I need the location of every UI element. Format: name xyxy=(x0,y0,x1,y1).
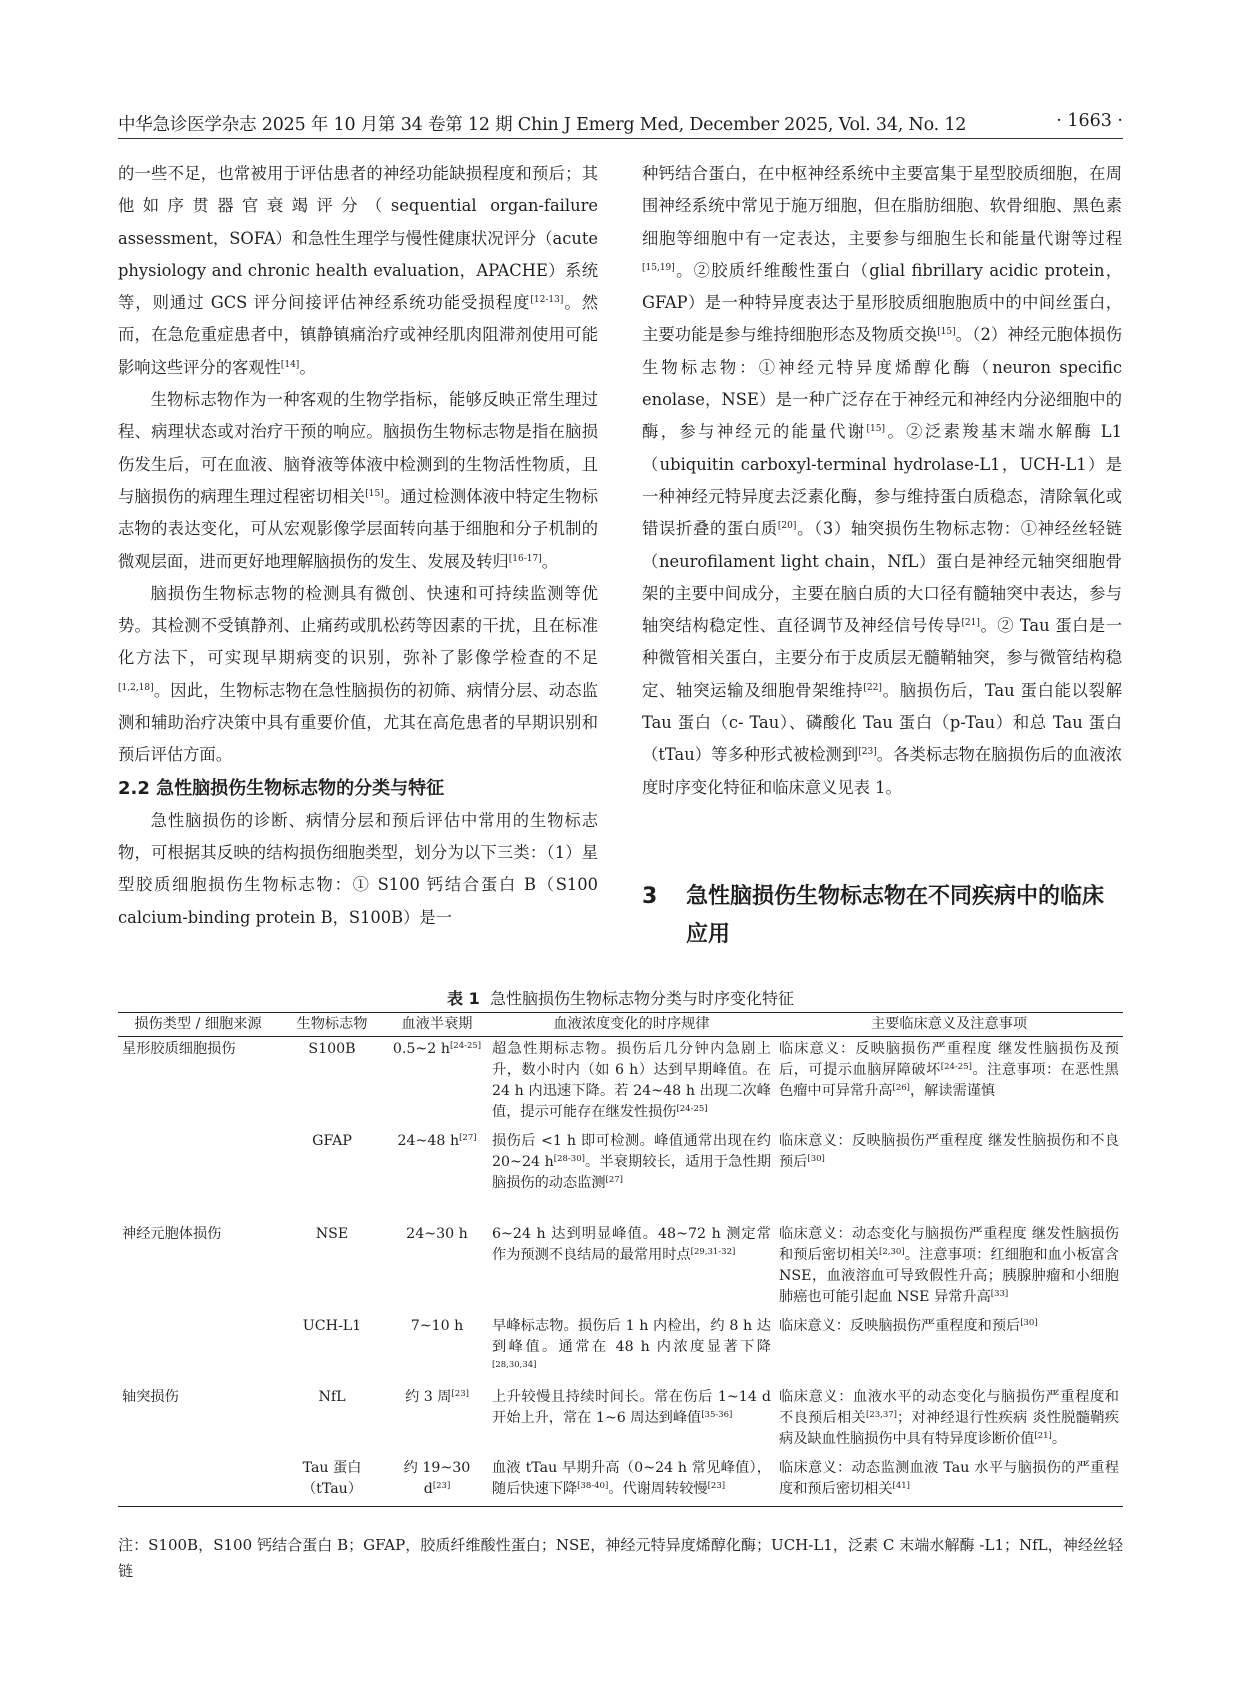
half-life-cell: 约 19~30 d[23] xyxy=(386,1456,488,1507)
running-header xyxy=(118,108,1123,139)
clinical-cell: 临床意义：反映脑损伤严重程度 继发性脑损伤和不良预后[30] xyxy=(779,1133,1119,1170)
half-life-cell: 24~48 h[27] xyxy=(397,1133,477,1149)
column-header: 生物标志物 xyxy=(278,1013,386,1037)
clinical-cell: 临床意义：动态变化与脑损伤严重程度 继发性脑损伤和预后密切相关[2,30]。注意事项：红细胞和血小板富含 NSE，血液溶血可导致假性升高；胰腺肿瘤和小细胞肺癌也可能引起血 NSE 异常升高[33] xyxy=(779,1226,1119,1305)
half-life-cell: 约 3 周[23] xyxy=(405,1389,469,1405)
injury-type-cell: 神经元胞体损伤 xyxy=(122,1226,222,1242)
paragraph: 种钙结合蛋白，在中枢神经系统中主要富集于星型胶质细胞，在周围神经系统中常见于施万细胞，但在脂肪细胞、软骨细胞、黑色素细胞等细胞中有一定表达，主要参与细胞生长和能量代谢等过程[15,19]。②胶质纤维酸性蛋白（glial fibrillary acidic protein，GFAP）是一种特异度表达于星形胶质细胞胞质中的中间丝蛋白，主要功能是参与维持细胞形态及物质交换[15]。（2）神经元胞体损伤生物标志物：①神经元特异度烯醇化酶（neuron specific enolase，NSE）是一种广泛存在于神经元和神经内分泌细胞中的酶，参与神经元的能量代谢[15]。②泛素羧基末端水解酶 L1（ubiquitin carboxyl-terminal hydrolase-L1，UCH-L1）是一种神经元特异度去泛素化酶，参与维持蛋白质稳态，清除氧化或错误折叠的蛋白质[20]。（3）轴突损伤生物标志物：①神经丝轻链（neurofilament light chain，NfL）蛋白是神经元轴突细胞骨架的主要中间成分，主要在脑白质的大口径有髓轴突中表达，参与轴突结构稳定性、直径调节及神经信号传导[21]。② Tau 蛋白是一种微管相关蛋白，主要分布于皮质层无髓鞘轴突，参与微管结构稳定、轴突运输及细胞骨架维持[22]。脑损伤后，Tau 蛋白能以裂解 Tau 蛋白（c- Tau）、磷酸化 Tau 蛋白（p-Tau）和总 Tau 蛋白（tTau）等多种形式被检测到[23]。各类标志物在脑损伤后的血液浓度时序变化特征和临床意义见表 1。 xyxy=(642,164,1122,797)
clinical-cell: 临床意义：血液水平的动态变化与脑损伤严重程度和不良预后相关[23,37]；对神经退行性疾病 炎性脱髓鞘疾病及缺血性脑损伤中具有特异度诊断价值[21]。 xyxy=(779,1389,1119,1447)
right-column xyxy=(642,158,1122,804)
table-row xyxy=(118,1314,1123,1385)
table-row xyxy=(118,1129,1123,1222)
section-title: 急性脑损伤生物标志物在不同疾病中的临床应用 xyxy=(686,884,1105,947)
clinical-cell: 临床意义：动态监测血液 Tau 水平与脑损伤的严重程度和预后密切相关[41] xyxy=(775,1456,1123,1507)
marker-cell: NSE xyxy=(315,1226,349,1242)
timing-cell: 早峰标志物。损伤后 1 h 内检出，约 8 h 达到峰值。通常在 48 h 内浓度显著下降[28,30,34] xyxy=(492,1318,771,1370)
injury-type-cell xyxy=(118,1129,278,1222)
marker-cell: UCH-L1 xyxy=(302,1318,362,1334)
paragraph: 的一些不足，也常被用于评估患者的神经功能缺损程度和预后；其他如序贯器官衰竭评分（sequential organ-failure assessment，SOFA）和急性生理学与慢性健康状况评分（acute physiology and chronic health evaluation，APACHE）系统等，则通过 GCS 评分间接评估神经系统功能受损程度[12-13]。然而，在急危重症患者中，镇静镇痛治疗或神经肌肉阻滞剂使用可能影响这些评分的客观性[14]。 xyxy=(118,164,598,377)
left-column xyxy=(118,158,598,934)
biomarker-table xyxy=(118,1012,1123,1507)
injury-type-cell: 星形胶质细胞损伤 xyxy=(122,1041,236,1057)
table-row xyxy=(118,1222,1123,1314)
half-life-cell: 24~30 h xyxy=(406,1226,468,1242)
table-label: 表 1 xyxy=(447,989,480,1008)
section-number: 3 xyxy=(642,884,658,909)
table-row xyxy=(118,1456,1123,1507)
timing-cell: 损伤后 <1 h 即可检测。峰值通常出现在约 20~24 h[28-30]。半衰期较长，适用于急性期脑损伤的动态监测[27] xyxy=(492,1133,771,1191)
clinical-cell: 临床意义：反映脑损伤严重程度 继发性脑损伤及预后，可提示血脑屏障破坏[24-25]。注意事项：在恶性黑色瘤中可异常升高[26]，解读需谨慎 xyxy=(779,1041,1119,1099)
table-row xyxy=(118,1037,1123,1130)
paragraph: 急性脑损伤的诊断、病情分层和预后评估中常用的生物标志物，可根据其反映的结构损伤细胞类型，划分为以下三类：（1）星型胶质细胞损伤生物标志物：① S100 钙结合蛋白 B（S100 calcium-binding protein B，S100B）是一 xyxy=(118,810,598,927)
table-caption xyxy=(118,986,1123,1009)
table-caption-text: 急性脑损伤生物标志物分类与时序变化特征 xyxy=(489,989,794,1008)
paragraph: 脑损伤生物标志物的检测具有微创、快速和可持续监测等优势。其检测不受镇静剂、止痛药或肌松药等因素的干扰，且在标准化方法下，可实现早期病变的识别，弥补了影像学检查的不足[1,2,18]。因此，生物标志物在急性脑损伤的初筛、病情分层、动态监测和辅助治疗决策中具有重要价值，尤其在高危患者的早期识别和预后评估方面。 xyxy=(118,583,598,765)
column-header: 主要临床意义及注意事项 xyxy=(775,1013,1123,1037)
section-heading-3 xyxy=(642,878,1122,954)
column-header: 损伤类型 / 细胞来源 xyxy=(118,1013,278,1037)
marker-cell: S100B xyxy=(308,1041,356,1057)
clinical-cell: 临床意义：反映脑损伤严重程度和预后[30] xyxy=(779,1318,1038,1334)
timing-cell: 6~24 h 达到明显峰值。48~72 h 测定常作为预测不良结局的最常用时点[29,31-32] xyxy=(492,1226,771,1263)
injury-type-cell xyxy=(118,1314,278,1385)
marker-cell: GFAP xyxy=(312,1133,352,1149)
paragraph: 生物标志物作为一种客观的生物学指标，能够反映正常生理过程、病理状态或对治疗干预的响应。脑损伤生物标志物是指在脑损伤发生后，可在血液、脑脊液等体液中检测到的生物活性物质，且与脑损伤的病理生理过程密切相关[15]。通过检测体液中特定生物标志物的表达变化，可从宏观影像学层面转向基于细胞和分子机制的微观层面，进而更好地理解脑损伤的发生、发展及转归[16-17]。 xyxy=(118,390,598,571)
column-header: 血液浓度变化的时序规律 xyxy=(488,1013,775,1037)
timing-cell: 超急性期标志物。损伤后几分钟内急剧上升，数小时内（如 6 h）达到早期峰值。在 24 h 内迅速下降。若 24~48 h 出现二次峰值，提示可能存在继发性损伤[24-25] xyxy=(492,1041,771,1120)
journal-citation: 中华急诊医学杂志 2025 年 10 月第 34 卷第 12 期 Chin J Emerg Med, December 2025, Vol. 34, No. 12 xyxy=(118,115,967,135)
timing-cell: 上升较慢且持续时间长。常在伤后 1~14 d 开始上升，常在 1~6 周达到峰值[35-36] xyxy=(492,1389,771,1426)
marker-cell: Tau 蛋白（tTau） xyxy=(278,1456,386,1507)
section-heading-2-2: 2.2 急性脑损伤生物标志物的分类与特征 xyxy=(118,777,445,799)
table-row xyxy=(118,1385,1123,1456)
injury-type-cell: 轴突损伤 xyxy=(122,1389,179,1405)
marker-cell: NfL xyxy=(318,1389,346,1405)
timing-cell: 血液 tTau 早期升高（0~24 h 常见峰值），随后快速下降[38-40]。代谢周转较慢[23] xyxy=(488,1456,775,1507)
page-number: · 1663 · xyxy=(1056,111,1123,131)
table-footnote: 注：S100B，S100 钙结合蛋白 B；GFAP，胶质纤维酸性蛋白；NSE，神经元特异度烯醇化酶；UCH-L1，泛素 C 末端水解酶 -L1；NfL，神经丝轻链 xyxy=(118,1536,1123,1580)
table-header-row xyxy=(118,1013,1123,1037)
half-life-cell: 0.5~2 h[24-25] xyxy=(392,1041,482,1057)
injury-type-cell xyxy=(118,1456,278,1507)
half-life-cell: 7~10 h xyxy=(410,1318,464,1334)
column-header: 血液半衰期 xyxy=(386,1013,488,1037)
